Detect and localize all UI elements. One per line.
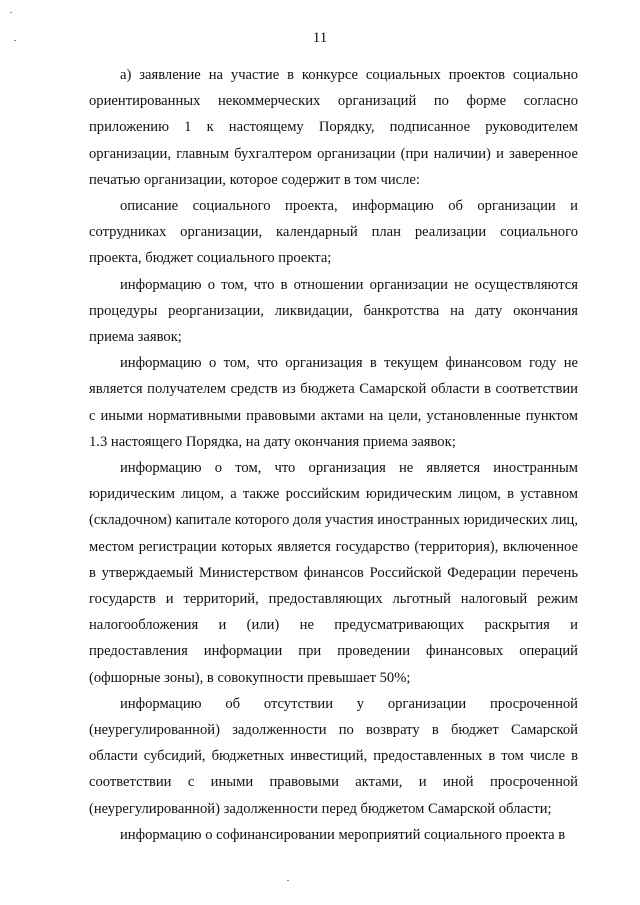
paragraph-no-reorganization: информацию о том, что в отношении организации не осуществляются процедуры реорганизации, ликвидации, банкротства на дату окончания приема заявок;: [89, 276, 578, 346]
paragraph-not-funds-recipient: информацию о том, что организация в текущем финансовом году не является получателем средств из бюджета Самарской области в соответствии с иными нормативными правовыми актами на цели, установленные пунктом 1.3 настоящего Порядка, на дату окончания приема заявок;: [89, 355, 578, 450]
paragraph-not-foreign-entity: информацию о том, что организация не является иностранным юридическим лицом, а также российским юридическим лицом, в уставном (складочном) капитале которого доля участия иностранных юридических лиц, местом регистрации которых является государство (территория), включенное в утверждаемый Министерством финансов Российской Федерации перечень государств и территорий, предоставляющих льготный налоговый режим налогообложения и (или) не предусматривающих раскрытия и предоставления информации при проведении финансовых операций (офшорные зоны), в совокупности превышает 50%;: [89, 460, 578, 686]
page-number: 11: [312, 30, 328, 46]
paragraph-project-description: описание социального проекта, информацию об организации и сотрудниках организации, календарный план реализации социального проекта, бюджет социального проекта;: [89, 198, 578, 267]
paragraph-no-overdue-debt: информацию об отсутствии у организации просроченной (неурегулированной) задолженности по возврату в бюджет Самарской области субсидий, бюджетных инвестиций, предоставленных в том числе в соответствии с иными правовыми актами, и иной просроченной (неурегулированной) задолженности перед бюджетом Самарской области;: [89, 695, 578, 817]
scan-speck: [287, 880, 289, 881]
paragraph-application-statement: а) заявление на участие в конкурсе социальных проектов социально ориентированных некоммерческих организаций по форме согласно приложению 1 к настоящему Порядку, подписанное руководителем организации, главным бухгалтером организации (при наличии) и заверенное печатью организации, которое содержит в том числе:: [89, 67, 578, 188]
document-body: [89, 62, 578, 848]
scan-speck: [14, 40, 16, 41]
scan-speck: [10, 12, 12, 13]
paragraph-cofinancing: информацию о софинансировании мероприятий социального проекта в: [120, 826, 566, 843]
